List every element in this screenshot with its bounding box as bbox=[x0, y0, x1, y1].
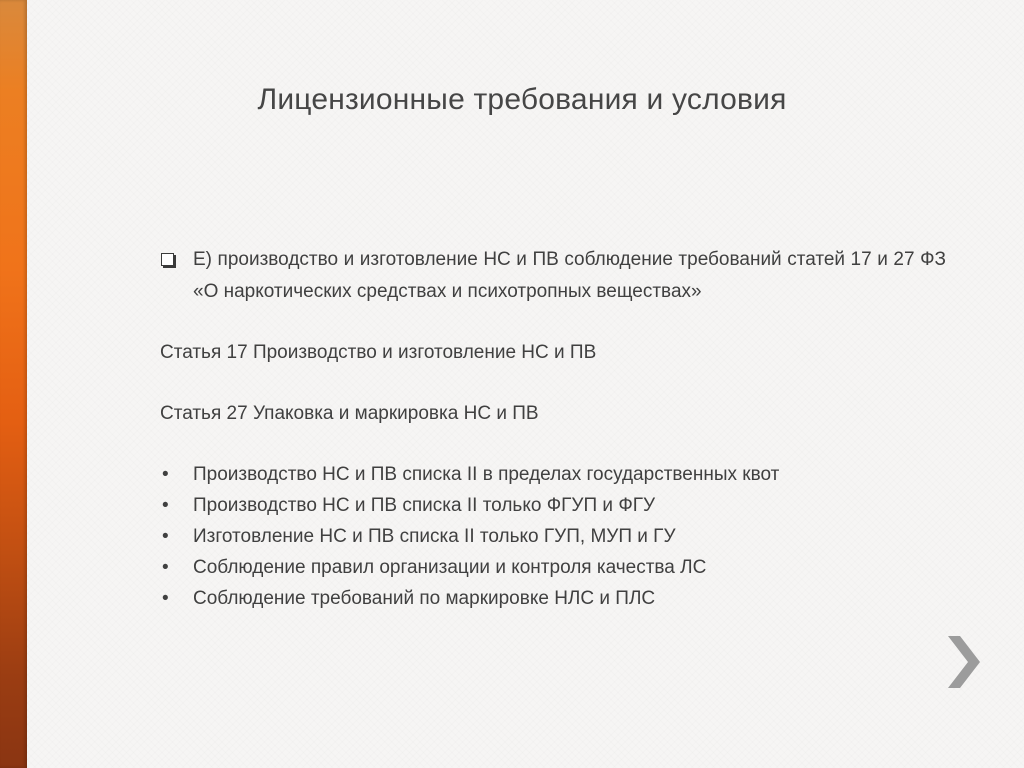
list-item bbox=[160, 459, 946, 490]
list-item-text: Изготовление НС и ПВ списка II только ГУП, МУП и ГУ bbox=[193, 526, 676, 547]
list-item bbox=[160, 552, 946, 583]
bullet-icon: • bbox=[162, 557, 169, 578]
requirements-list bbox=[160, 459, 946, 614]
list-item bbox=[160, 490, 946, 521]
article-27-line: Статья 27 Упаковка и маркировка НС и ПВ bbox=[160, 403, 539, 424]
checkbox-list-item bbox=[160, 244, 946, 308]
list-item-text: Производство НС и ПВ списка II в пределах государственных квот bbox=[193, 464, 780, 485]
bullet-icon: • bbox=[162, 588, 169, 609]
spacer bbox=[160, 308, 946, 337]
checkbox-item-text: Е) производство и изготовление НС и ПВ соблюдение требований статей 17 и 27 ФЗ «О наркотических средствах и психотропных веществах» bbox=[193, 249, 946, 302]
spacer bbox=[160, 369, 946, 398]
chevron-right-icon[interactable] bbox=[938, 632, 986, 692]
list-item-text: Соблюдение требований по маркировке НЛС и ПЛС bbox=[193, 588, 656, 609]
spacer bbox=[160, 430, 946, 459]
list-item-text: Соблюдение правил организации и контроля качества ЛС bbox=[193, 557, 707, 578]
list-item-text: Производство НС и ПВ списка II только ФГУП и ФГУ bbox=[193, 495, 656, 516]
slide-content bbox=[160, 244, 946, 614]
bullet-icon: • bbox=[162, 495, 169, 516]
list-item bbox=[160, 583, 946, 614]
list-item bbox=[160, 521, 946, 552]
article-17-line: Статья 17 Производство и изготовление НС и ПВ bbox=[160, 342, 597, 363]
checkbox-icon bbox=[161, 253, 174, 266]
slide-title: Лицензионные требования и условия bbox=[257, 83, 787, 116]
bullet-icon: • bbox=[162, 526, 169, 547]
bullet-icon: • bbox=[162, 464, 169, 485]
